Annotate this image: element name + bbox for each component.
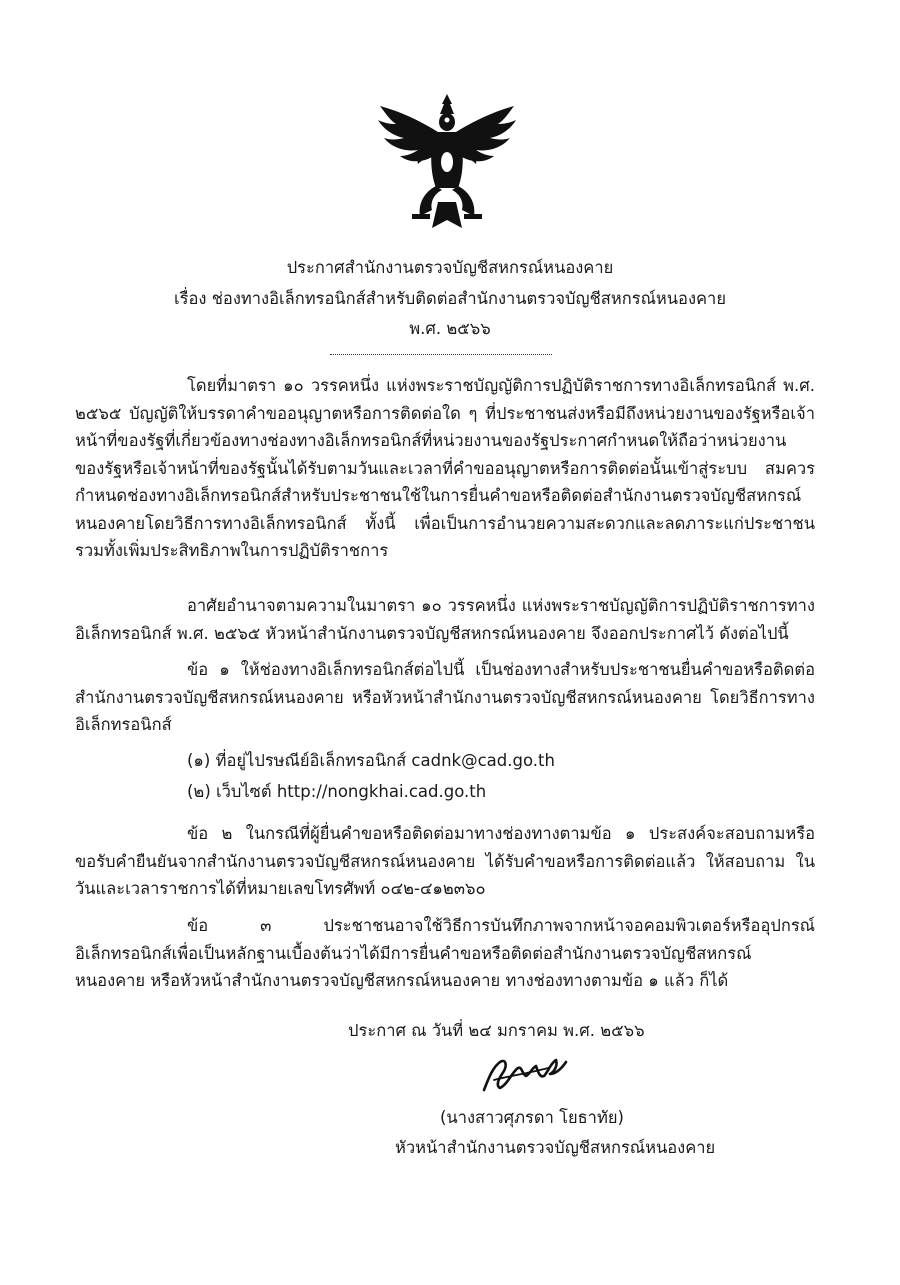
- paragraph-authority: อาศัยอำนาจตามความในมาตรา ๑๐ วรรคหนึ่ง แห่งพระราชบัญญัติการปฏิบัติราชการทางอิเล็กทรอนิกส์ พ.ศ. ๒๕๖๕ หัวหน้าสำนักงานตรวจบัญชีสหกรณ์หนองคาย จึงออกประกาศไว้ ดังต่อไปนี้: [75, 596, 815, 643]
- announcement-subject: เรื่อง ช่องทางอิเล็กทรอนิกส์สำหรับติดต่อสำนักงานตรวจบัญชีสหกรณ์หนองคาย: [174, 289, 726, 308]
- garuda-emblem-icon: [372, 92, 522, 232]
- announcement-title: ประกาศสำนักงานตรวจบัญชีสหกรณ์หนองคาย: [286, 258, 614, 277]
- announcement-date: ประกาศ ณ วันที่ ๒๔ มกราคม พ.ศ. ๒๕๖๖: [348, 1021, 645, 1040]
- paragraph-clause-1: ข้อ ๑ ให้ช่องทางอิเล็กทรอนิกส์ต่อไปนี้ เป็นช่องทางสำหรับประชาชนยื่นคำขอหรือติดต่อสำนักงานตรวจบัญชีสหกรณ์หนองคาย หรือหัวหน้าสำนักงานตรวจบัญชีสหกรณ์หนองคาย โดยวิธีการทางอิเล็กทรอนิกส์: [75, 660, 815, 734]
- handwritten-signature: [478, 1050, 572, 1096]
- signer-title: หัวหน้าสำนักงานตรวจบัญชีสหกรณ์หนองคาย: [395, 1138, 716, 1157]
- list-item-website: (๒) เว็บไซต์ http://nongkhai.cad.go.th: [187, 782, 487, 801]
- paragraph-clause-2: ข้อ ๒ ในกรณีที่ผู้ยื่นคำขอหรือติดต่อมาทางช่องทางตามข้อ ๑ ประสงค์จะสอบถามหรือขอรับคำยืนยันจากสำนักงานตรวจบัญชีสหกรณ์หนองคาย ได้รับคำขอหรือการติดต่อแล้ว ให้สอบถาม ในวันและเวลาราชการได้ที่หมายเลขโทรศัพท์ ๐๔๒-๔๑๒๓๖๐: [75, 824, 815, 898]
- paragraph-preamble: โดยที่มาตรา ๑๐ วรรคหนึ่ง แห่งพระราชบัญญัติการปฏิบัติราชการทางอิเล็กทรอนิกส์ พ.ศ. ๒๕๖๕ บัญญัติให้บรรดาคำขออนุญาตหรือการติดต่อใด ๆ ที่ประชาชนส่งหรือมีถึงหน่วยงานของรัฐหรือเจ้าหน้าที่ของรัฐที่เกี่ยวข้องทางช่องทางอิเล็กทรอนิกส์ที่หน่วยงานของรัฐประกาศกำหนดให้ถือว่าหน่วยงานของรัฐหรือเจ้าหน้าที่ของรัฐนั้นได้รับตามวันและเวลาที่คำขออนุญาตหรือการติดต่อนั้นเข้าสู่ระบบ สมควรกำหนดช่องทางอิเล็กทรอนิกส์สำหรับประชาชนใช้ในการยื่นคำขอหรือติดต่อสำนักงานตรวจบัญชีสหกรณ์หนองคายโดยวิธีการทางอิเล็กทรอนิกส์ ทั้งนี้ เพื่อเป็นการอำนวยความสะดวกและลดภาระแก่ประชาชน รวมทั้งเพิ่มประสิทธิภาพในการปฏิบัติราชการ: [75, 376, 815, 560]
- separator-dotted-line: [330, 354, 552, 355]
- paragraph-clause-3: ข้อ ๓ ประชาชนอาจใช้วิธีการบันทึกภาพจากหน้าจอคอมพิวเตอร์หรืออุปกรณ์อิเล็กทรอนิกส์เพื่อเป็นหลักฐานเบื้องต้นว่าได้มีการยื่นคำขอหรือติดต่อสำนักงานตรวจบัญชีสหกรณ์หนองคาย หรือหัวหน้าสำนักงานตรวจบัญชีสหกรณ์หนองคาย ทางช่องทางตามข้อ ๑ แล้ว ก็ได้: [75, 916, 815, 990]
- signer-name: (นางสาวศุภรดา โยธาทัย): [440, 1108, 624, 1127]
- announcement-year: พ.ศ. ๒๕๖๖: [409, 319, 491, 338]
- list-item-email: (๑) ที่อยู่ไปรษณีย์อิเล็กทรอนิกส์ cadnk@cad.go.th: [187, 751, 555, 770]
